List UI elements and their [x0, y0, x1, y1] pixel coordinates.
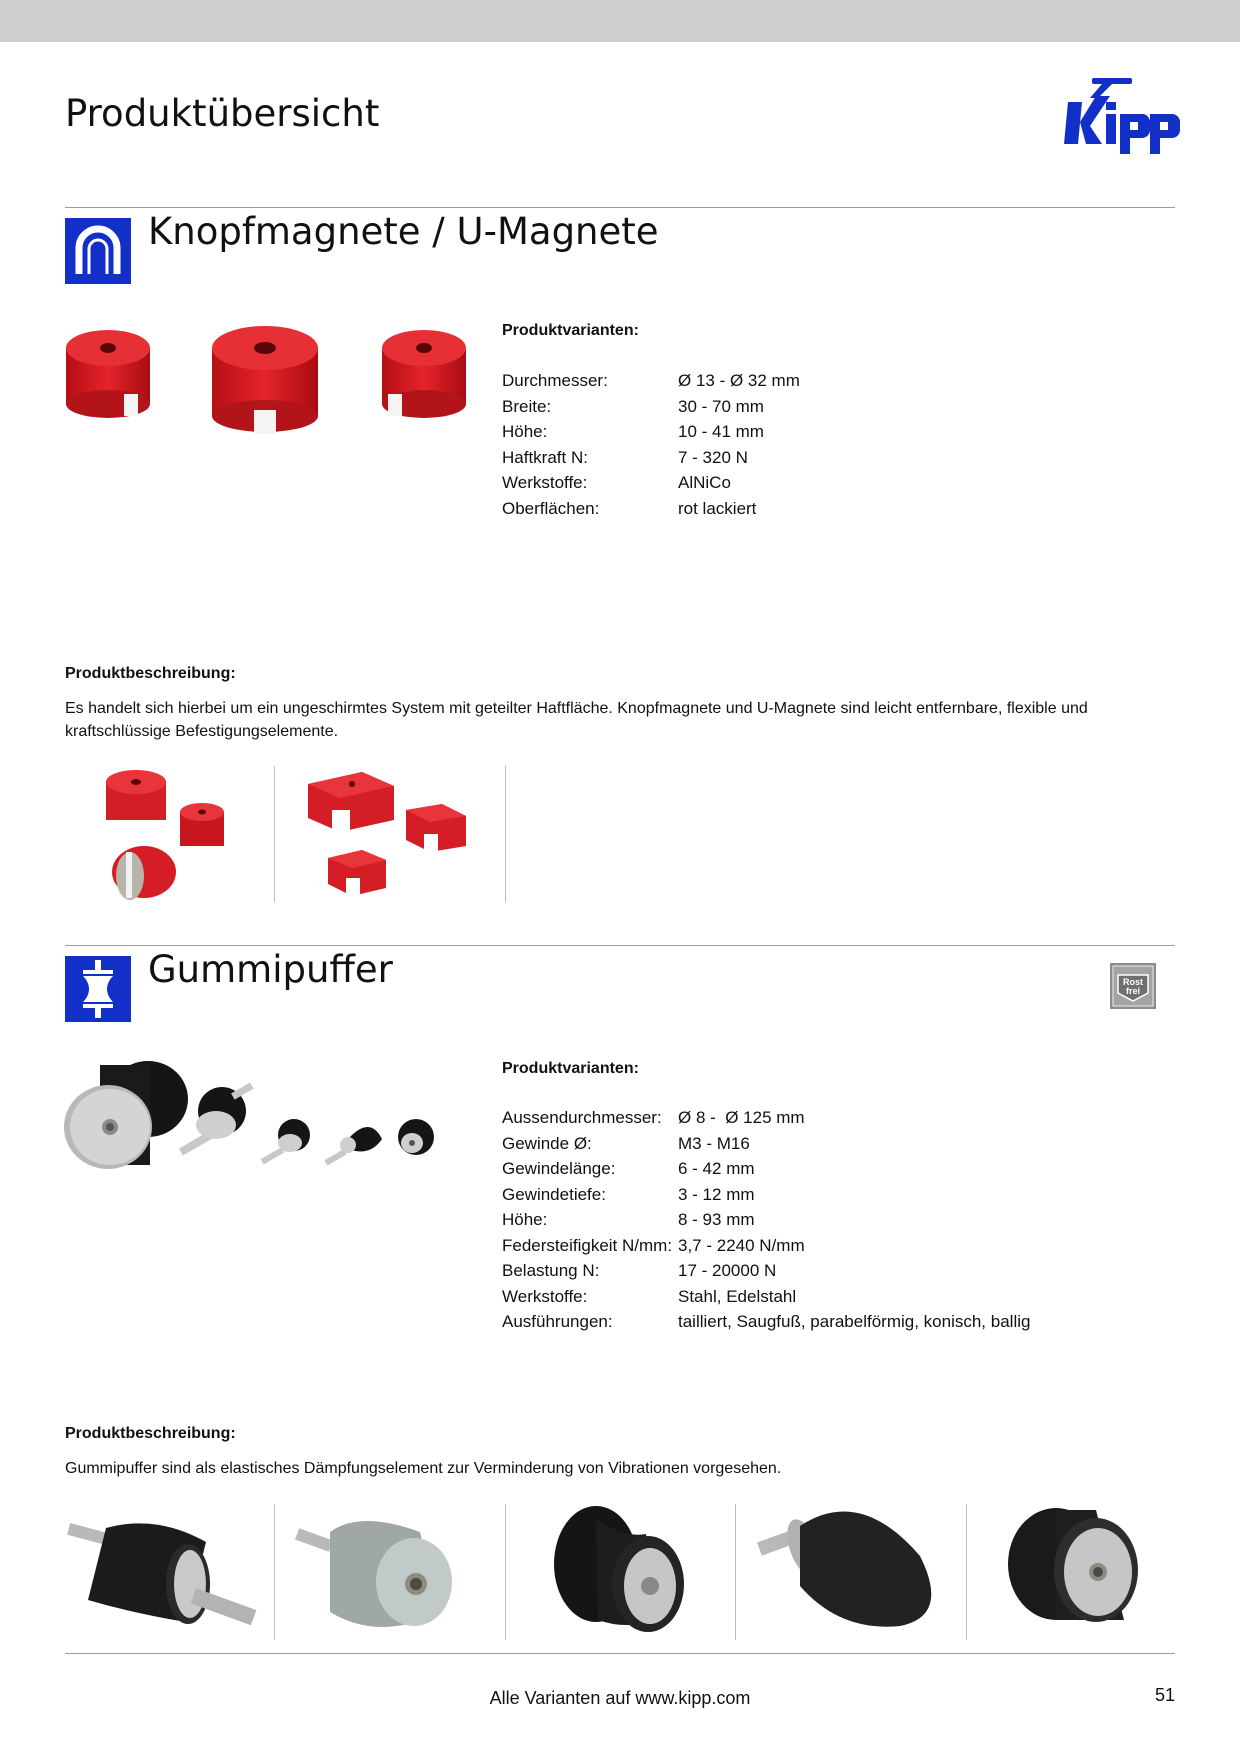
spec-key: Werkstoffe:	[502, 1286, 588, 1306]
spec-value: rot lackiert	[678, 498, 757, 518]
spec-value: Ø 13 - Ø 32 mm	[678, 371, 800, 390]
button-magnets-thumbnail	[100, 764, 240, 904]
page-number: 51	[1155, 1685, 1176, 1705]
rubber-buffer-icon	[65, 956, 131, 1022]
spec-row	[502, 394, 800, 420]
description-label: Produktbeschreibung:	[65, 1425, 236, 1442]
steel-buffer-thumbnail	[294, 1504, 474, 1640]
spec-row	[502, 368, 800, 394]
thumbnail-divider	[966, 1504, 967, 1640]
spec-row	[502, 1309, 1030, 1335]
spec-row	[502, 1258, 1030, 1284]
description-label: Produktbeschreibung:	[65, 665, 236, 682]
top-bar	[0, 0, 1240, 42]
waisted-buffer-thumbnail	[548, 1500, 698, 1640]
spec-value: 3,7 - 2240 N/mm	[678, 1235, 805, 1255]
footer-divider	[65, 1653, 1175, 1654]
spec-table	[502, 368, 800, 521]
button-magnets-image	[60, 318, 480, 448]
spec-key: Breite:	[502, 396, 552, 416]
badge-line1: Rost	[1123, 977, 1143, 987]
spec-value: 10 - 41 mm	[678, 422, 764, 441]
spec-key: Durchmesser:	[502, 371, 608, 390]
spec-row	[502, 1131, 1030, 1157]
kipp-logo	[1062, 74, 1184, 164]
spec-key: Gewindetiefe:	[502, 1184, 606, 1204]
spec-value: 7 - 320 N	[678, 447, 748, 467]
spec-row	[502, 419, 800, 445]
spec-row	[502, 445, 800, 471]
description-text: Es handelt sich hierbei um ein ungeschirmtes System mit geteilter Haftfläche. Knopfmagnete und U-Magnete sind leicht entfernbare, flexible und kraftschlüssige Befestigungselemente.	[65, 700, 1088, 740]
section-divider	[65, 945, 1175, 946]
u-magnets-thumbnail	[302, 764, 482, 904]
badge-line2: frei	[1125, 986, 1141, 996]
thumbnail-divider	[274, 766, 275, 902]
rust-free-badge	[1110, 963, 1156, 1009]
spec-value: 17 - 20000 N	[678, 1261, 777, 1280]
spec-row	[502, 496, 800, 522]
spec-value: 3 - 12 mm	[678, 1184, 755, 1204]
spec-value: 6 - 42 mm	[678, 1159, 755, 1178]
spec-key: Aussendurchmesser:	[502, 1108, 662, 1127]
spec-key: Belastung N:	[502, 1261, 600, 1280]
spec-key: Oberflächen:	[502, 498, 600, 518]
spec-row	[502, 1284, 1030, 1310]
thumbnail-divider	[735, 1504, 736, 1640]
section-title: Gummipuffer	[148, 948, 393, 991]
variants-label: Produktvarianten:	[502, 1060, 639, 1077]
spec-key: Federsteifigkeit N/mm:	[502, 1235, 673, 1255]
spec-key: Gewinde Ø:	[502, 1133, 592, 1153]
spec-key: Höhe:	[502, 1210, 548, 1229]
parabolic-buffer-thumbnail	[756, 1500, 956, 1640]
spec-row	[502, 1207, 1030, 1233]
u-magnet-icon	[65, 218, 131, 284]
section-title: Knopfmagnete / U-Magnete	[148, 210, 659, 253]
conical-buffer-thumbnail	[1000, 1500, 1160, 1640]
spec-row	[502, 470, 800, 496]
variants-label: Produktvarianten:	[502, 322, 639, 339]
spec-value: tailliert, Saugfuß, parabelförmig, konisch, ballig	[678, 1312, 1031, 1331]
spec-key: Werkstoffe:	[502, 473, 588, 492]
rubber-buffer-thumbnail	[66, 1504, 266, 1640]
spec-value: Stahl, Edelstahl	[678, 1286, 797, 1306]
spec-value: AlNiCo	[678, 473, 731, 492]
spec-value: Ø 8 - Ø 125 mm	[678, 1108, 805, 1127]
thumbnail-divider	[505, 1504, 506, 1640]
spec-value: 8 - 93 mm	[678, 1210, 755, 1229]
spec-value: M3 - M16	[678, 1133, 750, 1153]
spec-value: 30 - 70 mm	[678, 396, 764, 416]
rubber-buffers-image	[60, 1055, 480, 1185]
spec-table	[502, 1105, 1030, 1335]
spec-row	[502, 1182, 1030, 1208]
footer-link-text: Alle Varianten auf www.kipp.com	[489, 1688, 751, 1708]
page-title: Produktübersicht	[65, 92, 380, 135]
spec-key: Haftkraft N:	[502, 447, 588, 467]
description-text: Gummipuffer sind als elastisches Dämpfungselement zur Verminderung von Vibrationen vorgesehen.	[65, 1460, 782, 1477]
spec-row	[502, 1105, 1030, 1131]
spec-key: Höhe:	[502, 422, 548, 441]
thumbnail-divider	[505, 766, 506, 902]
spec-key: Gewindelänge:	[502, 1159, 616, 1178]
spec-row	[502, 1233, 1030, 1259]
section-divider	[65, 207, 1175, 208]
spec-key: Ausführungen:	[502, 1312, 613, 1331]
spec-row	[502, 1156, 1030, 1182]
thumbnail-divider	[274, 1504, 275, 1640]
